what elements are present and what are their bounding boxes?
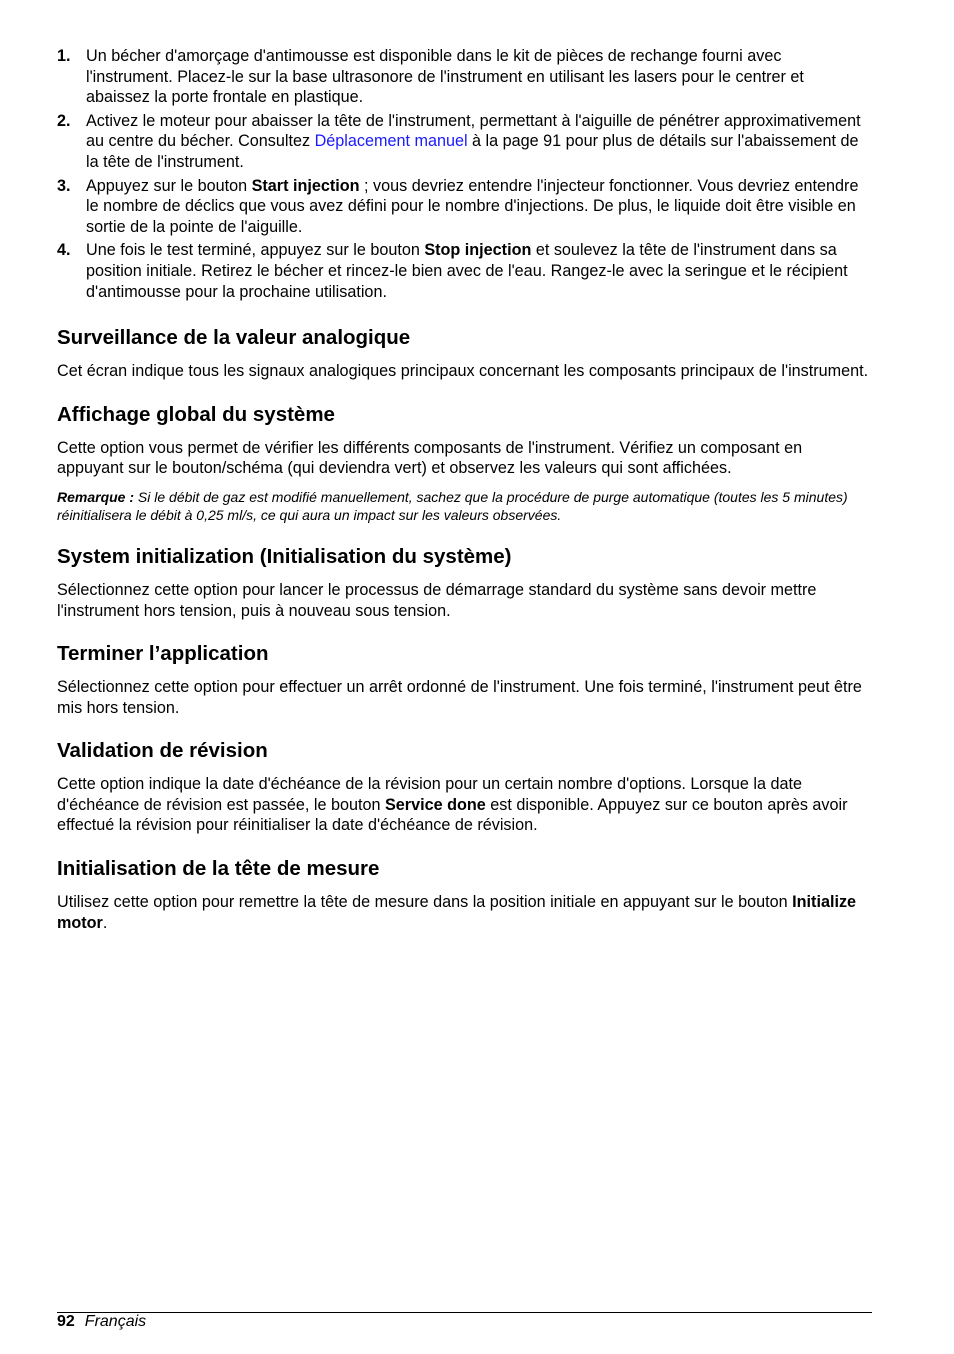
step-number: 1.	[57, 47, 71, 65]
step-number: 4.	[57, 241, 71, 260]
section-body: Sélectionnez cette option pour lancer le processus de démarrage standard du système sans devoir mettre l'instrument hors tension, puis à nouveau sous tension.	[57, 580, 817, 620]
list-item	[57, 176, 872, 238]
body-text: Cette option indique la date d'échéance de la révision pour un certain nombre d'options. Lorsque la date d'échéance de révision est passée, le bouton	[57, 775, 803, 814]
step-number: 3.	[57, 176, 71, 195]
step-text: Appuyez sur le bouton	[86, 176, 252, 195]
step-text: ; vous devriez entendre l'injecteur fonctionner. Vous devriez entendre le nombre de déclics que vous avez défini pour le nombre d'injections. De plus, le liquide doit être visible en sortie de la pointe de l'aiguille.	[86, 176, 859, 236]
button-name: Stop injection	[424, 241, 532, 260]
button-name: Initialize motor	[57, 893, 857, 932]
list-item	[57, 240, 872, 302]
note	[57, 488, 872, 524]
section-analog	[57, 326, 872, 382]
section-heading: System initialization (Initialisation du système)	[57, 544, 512, 568]
procedure-steps	[57, 46, 872, 302]
footer-divider	[57, 1312, 872, 1313]
body-text: est disponible. Appuyez sur ce bouton après avoir effectué la révision pour réinitialiser la date d'échéance de révision.	[57, 795, 848, 835]
section-heading: Initialisation de la tête de mesure	[57, 857, 380, 881]
section-heading: Terminer l’application	[57, 642, 269, 666]
section-terminate	[57, 642, 872, 718]
note-label: Remarque :	[57, 488, 135, 505]
section-body: Cette option vous permet de vérifier les différents composants de l'instrument. Vérifiez un composant en appuyant sur le bouton/schéma (qui deviendra vert) et observez les valeurs qui sont affichées.	[57, 438, 803, 478]
section-service	[57, 739, 872, 836]
note-text: Si le débit de gaz est modifié manuellement, sachez que la procédure de purge automatique (toutes les 5 minutes) réinitialisera le débit à 0,25 ml/s, ce qui aura un impact sur les valeurs observées.	[57, 488, 848, 523]
page-number: 92	[57, 1313, 75, 1330]
page-content	[57, 46, 872, 933]
body-text: .	[102, 913, 108, 932]
body-text: Utilisez cette option pour remettre la tête de mesure dans la position initiale en appuyant sur le bouton	[57, 893, 793, 912]
list-item	[57, 111, 872, 173]
button-name: Start injection	[251, 176, 360, 195]
section-heading: Affichage global du système	[57, 402, 335, 426]
section-body	[57, 774, 872, 836]
section-body: Sélectionnez cette option pour effectuer un arrêt ordonné de l'instrument. Une fois terminé, l'instrument peut être mis hors tension.	[57, 678, 862, 717]
page-footer	[57, 1312, 146, 1332]
step-number: 2.	[57, 111, 71, 130]
section-body: Cet écran indique tous les signaux analogiques principaux concernant les composants principaux de l'instrument.	[57, 362, 869, 381]
step-text: à la page 91 pour plus de détails sur l'abaissement de la tête de l'instrument.	[86, 132, 859, 171]
section-body	[57, 892, 872, 933]
step-text: Une fois le test terminé, appuyez sur le bouton	[86, 241, 425, 260]
manual-movement-link[interactable]: Déplacement manuel	[314, 132, 468, 151]
step-text: et soulevez la tête de l'instrument dans sa position initiale. Retirez le bécher et rincez-le bien avec de l'eau. Rangez-le avec la seringue et le récipient d'antimousse pour la prochaine utilisation.	[86, 241, 848, 301]
button-name: Service done	[384, 795, 486, 814]
footer-language: Français	[84, 1313, 147, 1330]
section-heading: Validation de révision	[57, 739, 268, 763]
section-head-initialization	[57, 857, 872, 933]
section-system-initialization	[57, 545, 872, 621]
section-heading: Surveillance de la valeur analogique	[57, 326, 411, 350]
step-text: Un bécher d'amorçage d'antimousse est disponible dans le kit de pièces de rechange fourni avec l'instrument. Placez-le sur la base ultrasonore de l'instrument en utilisant les lasers pour le centrer et abaissez la porte frontale en plastique.	[86, 47, 804, 107]
list-item	[57, 46, 872, 108]
step-text: Activez le moteur pour abaisser la tête de l'instrument, permettant à l'aiguille de pénétrer approximativement au centre du bécher. Consultez	[86, 111, 861, 151]
section-overview	[57, 403, 872, 524]
